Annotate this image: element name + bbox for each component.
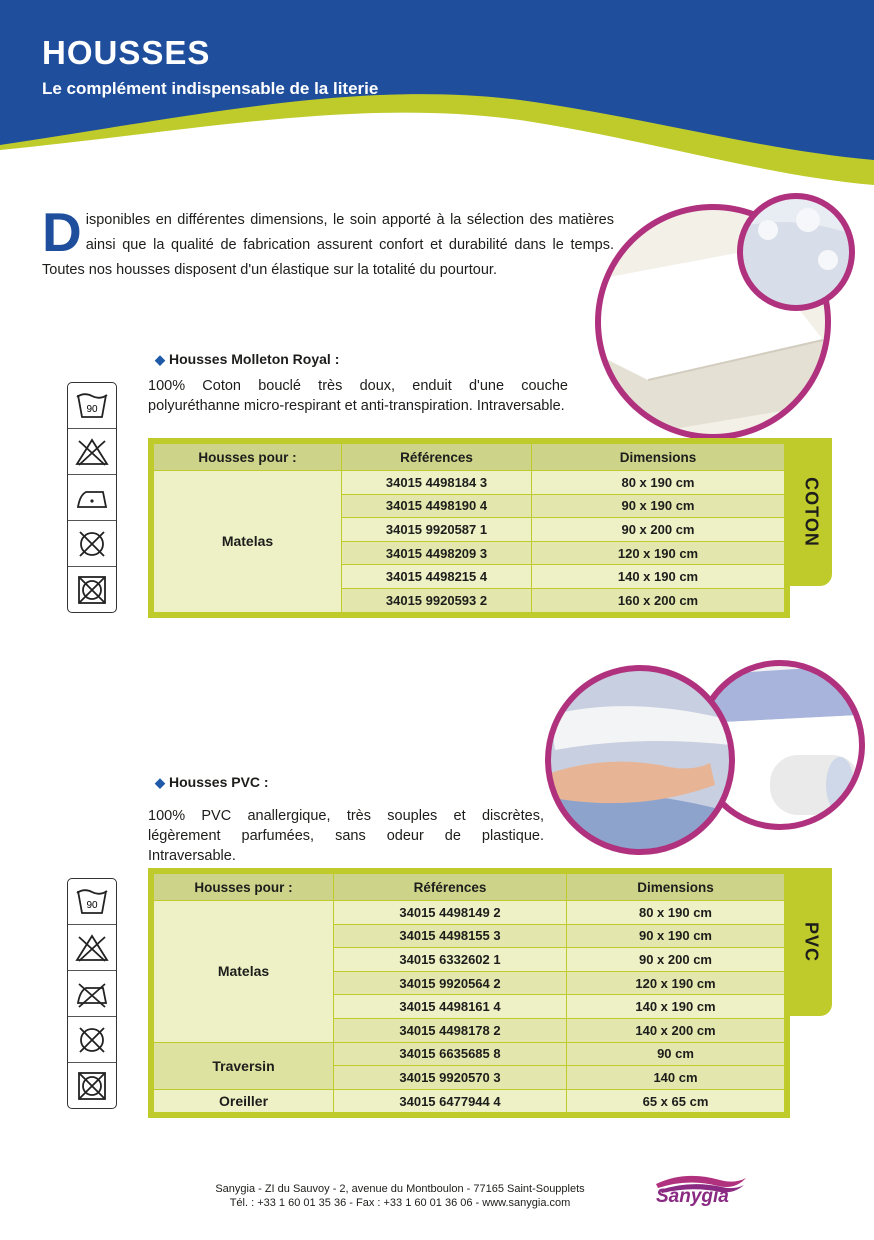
dimension-cell: 140 x 200 cm bbox=[567, 1018, 785, 1042]
category-cell: Matelas bbox=[154, 901, 334, 1043]
category-cell: Oreiller bbox=[154, 1089, 334, 1113]
dimension-cell: 90 x 200 cm bbox=[567, 948, 785, 972]
spec-table-molleton bbox=[153, 443, 785, 613]
reference-cell: 34015 4498161 4 bbox=[334, 995, 567, 1019]
mattress-cover-photo bbox=[578, 190, 868, 445]
dimension-cell: 90 cm bbox=[567, 1042, 785, 1066]
header-banner bbox=[0, 0, 874, 200]
reference-cell: 34015 6332602 1 bbox=[334, 948, 567, 972]
diamond-bullet-icon: ◆ bbox=[155, 775, 165, 790]
care-symbols-pvc bbox=[67, 878, 117, 1109]
reference-cell: 34015 9920564 2 bbox=[334, 971, 567, 995]
no-tumble-dry-icon bbox=[68, 567, 116, 612]
reference-cell: 34015 6635685 8 bbox=[334, 1042, 567, 1066]
table-row bbox=[154, 901, 785, 925]
page-subtitle: Le complément indispensable de la literie bbox=[42, 79, 379, 98]
header-wave bbox=[0, 0, 874, 200]
care-symbols-molleton bbox=[67, 382, 117, 613]
reference-cell: 34015 4498190 4 bbox=[342, 494, 532, 518]
wash-90-icon bbox=[68, 383, 116, 429]
footer-contact-line: Tél. : +33 1 60 01 35 36 - Fax : +33 1 60 01 36 06 - www.sanygia.com bbox=[229, 1197, 571, 1209]
dimension-cell: 90 x 190 cm bbox=[532, 494, 785, 518]
reference-cell: 34015 4498149 2 bbox=[334, 901, 567, 925]
table-header-row bbox=[154, 874, 785, 901]
dimension-cell: 160 x 200 cm bbox=[532, 588, 785, 612]
reference-cell: 34015 4498215 4 bbox=[342, 565, 532, 589]
footer-address bbox=[160, 1182, 640, 1210]
section-title-pvc: ◆ Housses PVC : bbox=[155, 774, 269, 790]
intro-dropcap: D bbox=[42, 201, 82, 263]
column-header: Dimensions bbox=[567, 874, 785, 901]
svg-text:90: 90 bbox=[86, 403, 98, 415]
dimension-cell: 90 x 190 cm bbox=[567, 924, 785, 948]
dimension-cell: 90 x 200 cm bbox=[532, 518, 785, 542]
dimension-cell: 80 x 190 cm bbox=[567, 901, 785, 925]
table-row bbox=[154, 1042, 785, 1066]
table-pvc bbox=[148, 868, 790, 1118]
wash-90-icon bbox=[68, 879, 116, 925]
column-header: Dimensions bbox=[532, 444, 785, 471]
column-header: Housses pour : bbox=[154, 444, 342, 471]
reference-cell: 34015 9920570 3 bbox=[334, 1066, 567, 1090]
table-molleton bbox=[148, 438, 790, 618]
no-bleach-icon bbox=[68, 429, 116, 475]
intro-paragraph bbox=[42, 201, 614, 283]
footer-address-line: Sanygia - ZI du Sauvoy - 2, avenue du Montboulon - 77165 Saint-Soupplets bbox=[215, 1183, 585, 1195]
column-header: Références bbox=[342, 444, 532, 471]
diamond-bullet-icon: ◆ bbox=[155, 352, 165, 367]
dimension-cell: 140 x 190 cm bbox=[532, 565, 785, 589]
reference-cell: 34015 4498155 3 bbox=[334, 924, 567, 948]
reference-cell: 34015 9920593 2 bbox=[342, 588, 532, 612]
reference-cell: 34015 4498178 2 bbox=[334, 1018, 567, 1042]
iron-low-icon bbox=[68, 475, 116, 521]
no-bleach-icon bbox=[68, 925, 116, 971]
no-dry-clean-icon bbox=[68, 1017, 116, 1063]
dimension-cell: 120 x 190 cm bbox=[532, 541, 785, 565]
dimension-cell: 140 x 190 cm bbox=[567, 995, 785, 1019]
sanygia-logo-text: Sanygia bbox=[656, 1186, 729, 1207]
column-header: Références bbox=[334, 874, 567, 901]
no-iron-icon bbox=[68, 971, 116, 1017]
section-description-molleton: 100% Coton bouclé très doux, enduit d'une couche polyuréthanne micro-respirant et anti-transpiration. Intraversable. bbox=[148, 378, 568, 414]
table-header-row bbox=[154, 444, 785, 471]
intro-text: isponibles en différentes dimensions, le soin apporté à la sélection des matières ainsi que la qualité de fabrication assurent confort et durabilité dans le temps. Toutes nos housses disposent d'un élastique sur la totalité du pourtour. bbox=[42, 212, 614, 278]
page-title: HOUSSES bbox=[42, 34, 211, 71]
dimension-cell: 140 cm bbox=[567, 1066, 785, 1090]
pvc-pillow-photo bbox=[540, 645, 870, 870]
no-dry-clean-icon bbox=[68, 521, 116, 567]
column-header: Housses pour : bbox=[154, 874, 334, 901]
dimension-cell: 65 x 65 cm bbox=[567, 1089, 785, 1113]
category-tab-pvc: PVC bbox=[790, 868, 832, 1016]
category-tab-coton: COTON bbox=[790, 438, 832, 586]
table-row bbox=[154, 1089, 785, 1113]
spec-table-pvc bbox=[153, 873, 785, 1113]
section-title-molleton: ◆ Housses Molleton Royal : bbox=[155, 351, 340, 367]
reference-cell: 34015 9920587 1 bbox=[342, 518, 532, 542]
reference-cell: 34015 4498184 3 bbox=[342, 471, 532, 495]
no-tumble-dry-icon bbox=[68, 1063, 116, 1108]
section-description-pvc: 100% PVC anallergique, très souples et discrètes, légèrement parfumées, sans odeur de plastique. Intraversable. bbox=[148, 808, 544, 864]
dimension-cell: 80 x 190 cm bbox=[532, 471, 785, 495]
dimension-cell: 120 x 190 cm bbox=[567, 971, 785, 995]
table-row bbox=[154, 471, 785, 495]
svg-text:90: 90 bbox=[86, 899, 98, 911]
reference-cell: 34015 4498209 3 bbox=[342, 541, 532, 565]
category-cell: Matelas bbox=[154, 471, 342, 613]
category-cell: Traversin bbox=[154, 1042, 334, 1089]
reference-cell: 34015 6477944 4 bbox=[334, 1089, 567, 1113]
